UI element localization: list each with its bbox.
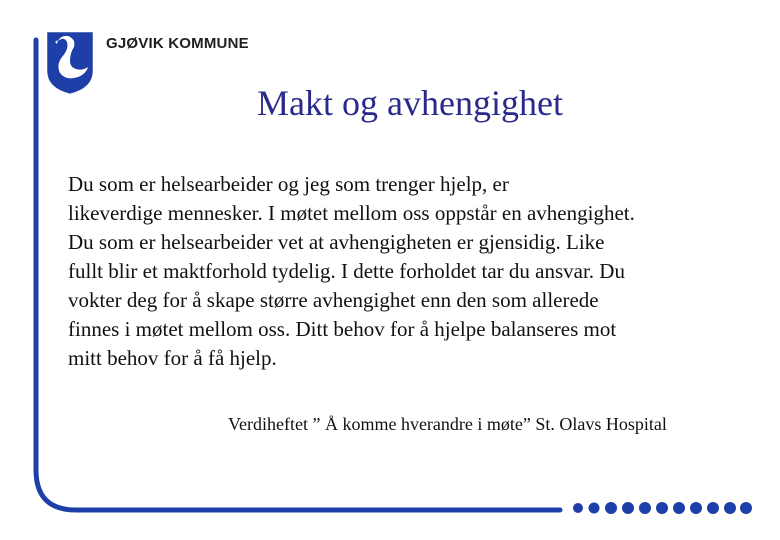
- source-citation: Verdiheftet ” Å komme hverandre i møte” St. Olavs Hospital: [228, 414, 667, 434]
- body-line: mitt behov for å få hjelp.: [68, 346, 277, 370]
- body-line: finnes i møtet mellom oss. Ditt behov for å hjelpe balanseres mot: [68, 317, 617, 341]
- body-line: Du som er helsearbeider vet at avhengigheten er gjensidig. Like: [68, 230, 605, 254]
- slide-body: [68, 170, 738, 373]
- dot-trail: [573, 502, 752, 514]
- body-line: likeverdige mennesker. I møtet mellom oss oppstår en avhengighet.: [68, 201, 635, 225]
- body-line: vokter deg for å skape større avhengighet enn den som allerede: [68, 288, 599, 312]
- organization-name: GJØVIK KOMMUNE: [106, 35, 249, 52]
- slide-title: Makt og avhengighet: [257, 83, 563, 123]
- body-line: Du som er helsearbeider og jeg som trenger hjelp, er: [68, 172, 509, 196]
- body-line: fullt blir et maktforhold tydelig. I dette forholdet tar du ansvar. Du: [68, 259, 625, 283]
